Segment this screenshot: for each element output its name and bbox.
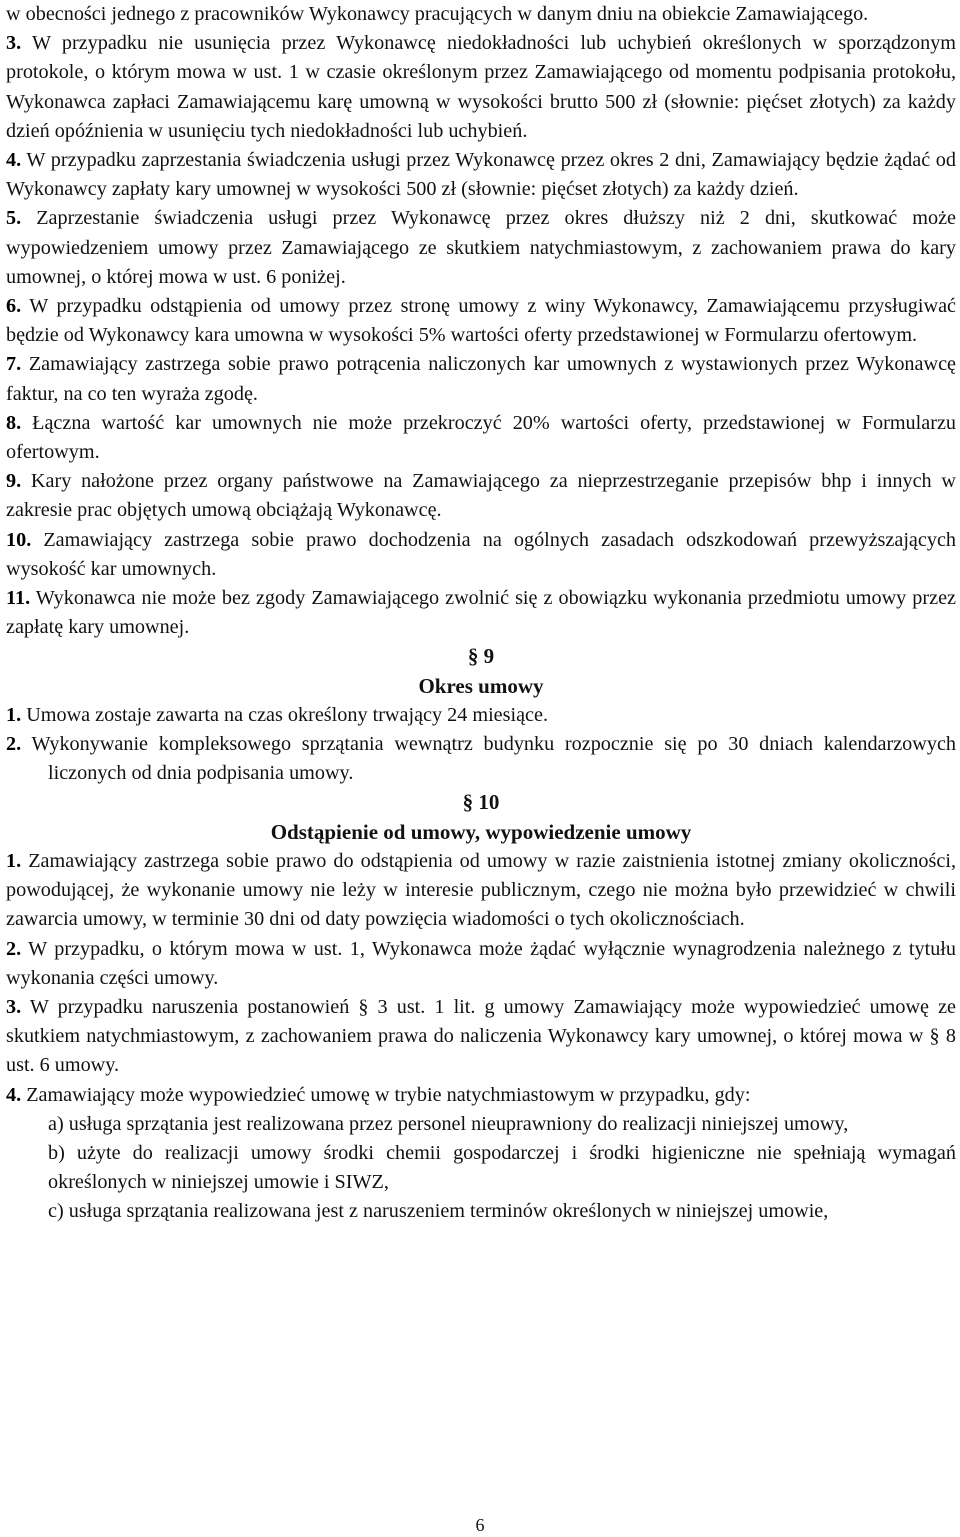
section-10-item-1 [6, 847, 956, 935]
paragraph-number: 5. [6, 207, 22, 230]
item-text: Zamawiający może wypowiedzieć umowę w trybie natychmiastowym w przypadku, gdy: [21, 1083, 751, 1106]
item-text: W przypadku naruszenia postanowień § 3 ust. 1 lit. g umowy Zamawiający może wypowiedzieć umowę ze skutkiem natychmiastowym, z zachowaniem prawa do naliczenia Wykonawcy kary umownej, o której mowa w § 8 ust. 6 umowy. [6, 995, 956, 1077]
item-number: 2. [6, 937, 22, 960]
section-9-number: § 9 [467, 644, 495, 669]
paragraph-5 [6, 204, 956, 292]
paragraph-continuation: w obecności jednego z pracowników Wykonawcy pracujących w danym dniu na obiekcie Zamawiającego. [6, 3, 869, 25]
paragraph-number: 8. [6, 411, 22, 434]
section-9-item-1 [6, 701, 956, 730]
item-number: 1. [6, 703, 22, 726]
section-10-number: § 10 [462, 790, 500, 815]
paragraph-text: Wykonawca nie może bez zgody Zamawiającego zwolnić się z obowiązku wykonania przedmiotu umowy przez zapłatę kary umownej. [6, 587, 956, 639]
paragraph-4 [6, 146, 956, 204]
paragraph-text: W przypadku zaprzestania świadczenia usługi przez Wykonawcę przez okres 2 dni, Zamawiający będzie żądać od Wykonawcy zapłaty kary umownej w wysokości 500 zł (słownie: pięćset złotych) za każdy dzień. [6, 149, 956, 201]
paragraph-text: W przypadku nie usunięcia przez Wykonawcę niedokładności lub uchybień określonych w sporządzonym protokole, o którym mowa w ust. 1 w czasie określonym przez Zamawiającego od momentu podpisania protokołu, Wykonawca zapłaci Zamawiającemu karę umowną w wysokości brutto 500 zł (słownie: pięćset złotych) za każdy dzień opóźnienia w usunięciu tych niedokładności lub uchybień. [6, 32, 956, 142]
paragraph-text: W przypadku odstąpienia od umowy przez stronę umowy z winy Wykonawcy, Zamawiającemu przysługiwać będzie od Wykonawcy kara umowna w wysokości 5% wartości oferty przedstawionej w Formularzu ofertowym. [6, 295, 956, 347]
page-number: 6 [475, 1515, 485, 1535]
item-number: 2. [6, 733, 22, 756]
paragraph-8 [6, 409, 956, 467]
section-10-item-3 [6, 993, 956, 1081]
paragraph-number: 4. [6, 149, 22, 172]
paragraph-9 [6, 467, 956, 525]
item-text: Zamawiający zastrzega sobie prawo do odstąpienia od umowy w razie zaistnienia istotnej zmiany okoliczności, powodującej, że wykonanie umowy nie leży w interesie publicznym, czego nie można było przewidzieć w chwili zawarcia umowy, w terminie 30 dni od daty powzięcia wiadomości o tych okolicznościach. [6, 849, 956, 931]
paragraph-number: 9. [6, 470, 22, 493]
paragraph-11 [6, 584, 956, 642]
paragraph-number: 7. [6, 353, 22, 376]
section-10-subitem-a: a) usługa sprzątania jest realizowana przez personel nieuprawniony do realizacji niniejszej umowy, [48, 1112, 849, 1135]
paragraph-number: 10. [6, 528, 32, 551]
paragraph-text: Zamawiający zastrzega sobie prawo dochodzenia na ogólnych zasadach odszkodowań przewyższających wysokość kar umownych. [6, 528, 956, 580]
paragraph-10 [6, 526, 956, 584]
section-10-title: Odstąpienie od umowy, wypowiedzenie umowy [270, 819, 692, 844]
item-number: 1. [6, 849, 22, 872]
paragraph-7 [6, 350, 956, 408]
section-9-title: Okres umowy [418, 673, 544, 698]
paragraph-text: Zaprzestanie świadczenia usługi przez Wykonawcę przez okres dłuższy niż 2 dni, skutkować może wypowiedzeniem umowy przez Zamawiającego ze skutkiem natychmiastowym, z zachowaniem prawa do kary umownej, o której mowa w ust. 6 poniżej. [6, 207, 956, 288]
item-text: Wykonywanie kompleksowego sprzątania wewnątrz budynku rozpocznie się po 30 dniach kalendarzowych liczonych od dnia podpisania umowy. [21, 733, 956, 785]
section-10-subitem-b: b) użyte do realizacji umowy środki chemii gospodarczej i środki higieniczne nie spełniają wymagań określonych w niniejszej umowie i SIWZ, [48, 1141, 956, 1194]
paragraph-text: Łączna wartość kar umownych nie może przekroczyć 20% wartości oferty, przedstawionej w Formularzu ofertowym. [6, 411, 956, 464]
section-10-item-2 [6, 935, 956, 993]
item-number: 4. [6, 1083, 22, 1106]
paragraph-number: 6. [6, 295, 22, 318]
paragraph-text: Kary nałożone przez organy państwowe na Zamawiającego za nieprzestrzeganie przepisów bhp i innych w zakresie prac objętych umową obciążają Wykonawcę. [6, 470, 956, 522]
paragraph-text: Zamawiający zastrzega sobie prawo potrącenia naliczonych kar umownych z wystawionych przez Wykonawcę faktur, na co ten wyraża zgodę. [6, 353, 956, 405]
item-text: W przypadku, o którym mowa w ust. 1, Wykonawca może żądać wyłącznie wynagrodzenia należnego z tytułu wykonania części umowy. [6, 937, 956, 989]
paragraph-3 [6, 29, 956, 146]
section-10-item-4 [6, 1081, 956, 1110]
document-page [6, 0, 956, 1227]
section-9-item-2 [6, 730, 956, 788]
item-number: 3. [6, 995, 22, 1018]
paragraph-number: 3. [6, 32, 22, 55]
paragraph-number: 11. [6, 587, 31, 610]
paragraph-6 [6, 292, 956, 350]
section-10-subitem-c: c) usługa sprzątania realizowana jest z naruszeniem terminów określonych w niniejszej umowie, [48, 1200, 829, 1223]
item-text: Umowa zostaje zawarta na czas określony trwający 24 miesiące. [21, 703, 549, 726]
